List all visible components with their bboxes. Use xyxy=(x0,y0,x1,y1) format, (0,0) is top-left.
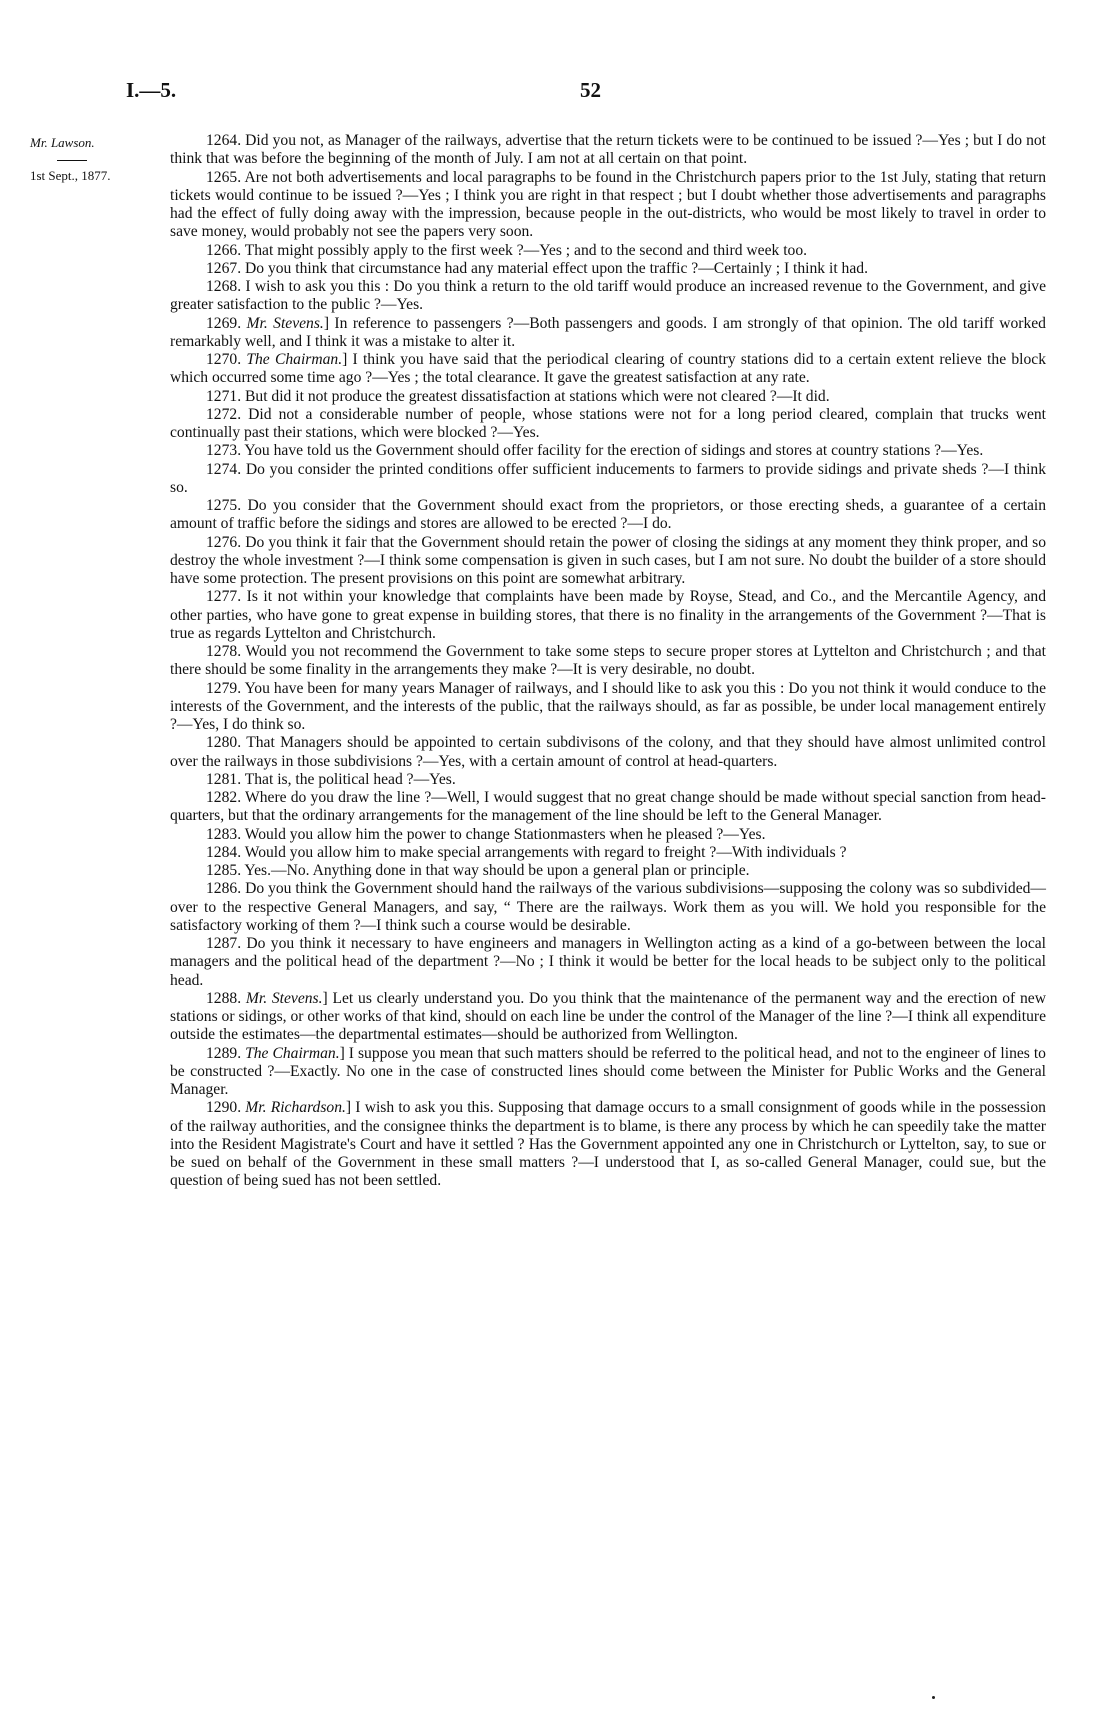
question-text: Would you allow him to make special arrangements with regard to freight ?—With individuals ? xyxy=(244,843,847,861)
speaker-name: The Chairman. xyxy=(245,1044,340,1062)
question-number: 1289. xyxy=(206,1044,242,1062)
speaker-bracket: ] xyxy=(339,1044,345,1062)
question-paragraph xyxy=(170,534,1046,589)
question-text: Did not a considerable number of people, whose stations were not for a long period cleared, complain that trucks went continually past their stations, which were blocked ?—Yes. xyxy=(170,405,1047,441)
question-text: Did you not, as Manager of the railways, advertise that the return tickets were to be continued to be issued ?—Yes ; but I do not think that was before the beginning of the month of July. I am not at all certain on that point. xyxy=(170,132,1046,168)
question-paragraph xyxy=(170,734,1046,771)
question-paragraph xyxy=(170,588,1046,643)
question-text: In reference to passengers ?—Both passengers and goods. I am strongly of that opinion. The old tariff worked remarkably well, and I think it was a mistake to alter it. xyxy=(170,314,1046,350)
question-paragraph xyxy=(170,1045,1046,1100)
speaker-name: The Chairman. xyxy=(246,351,343,368)
question-paragraph xyxy=(170,935,1046,990)
question-paragraph xyxy=(170,242,1046,260)
question-number: 1280. xyxy=(206,734,242,752)
question-paragraph xyxy=(170,442,1046,460)
question-paragraph xyxy=(170,315,1046,352)
speaker-bracket: ] xyxy=(342,351,348,368)
question-paragraph xyxy=(170,862,1046,880)
question-paragraph xyxy=(170,771,1046,789)
speaker-bracket: ] xyxy=(345,1099,352,1117)
question-number: 1267. xyxy=(206,259,242,277)
question-paragraph xyxy=(170,880,1046,935)
question-number: 1264. xyxy=(206,132,242,149)
question-text: I think you have said that the periodical clearing of country stations did to a certain extent relieve the block which occurred some time ago ?—Yes ; the total clearance. It gave the greatest satisfaction at any rate. xyxy=(170,351,1046,387)
witness-date: 1st Sept., 1877. xyxy=(30,168,111,183)
question-text: Yes.—No. Anything done in that way should be upon a general plan or principle. xyxy=(244,862,750,879)
margin-note xyxy=(30,134,160,185)
question-text: Where do you draw the line ?—Well, I would suggest that no great change should be made without special sanction from head-quarters, but that the ordinary arrangements for the management of the line should be left to the General Manager. xyxy=(170,789,1046,825)
question-text: You have been for many years Manager of railways, and I should like to ask you this : Do you not think it would conduce to the interests of the Government, and the interests of the public, that the railways should, as far as possible, be under local management entirely ?—Yes, I do think so. xyxy=(170,679,1046,733)
question-number: 1281. xyxy=(206,770,242,788)
margin-divider xyxy=(57,160,87,161)
question-text: Do you consider that the Government should exact from the proprietors, or those erecting sheds, a guarantee of a certain amount of traffic before the sidings and stores are allowed to be erected ?—I do. xyxy=(170,497,1046,533)
question-text: Do you think it fair that the Government should retain the power of closing the sidings at any moment they think proper, and so destroy the whole investment ?—I think some compensation is given in such cases, but I am not sure. No doubt the builder of a store should have some protection. The present provisions on this point are somewhat arbitrary. xyxy=(170,533,1046,587)
question-text: That might possibly apply to the first week ?—Yes ; and to the second and third week too. xyxy=(244,241,808,259)
question-text: Let us clearly understand you. Do you think that the maintenance of the permanent way and the erection of new stations or sidings, or other works of that kind, should on each line be under the control of the Manager of the line ?—I think all expenditure outside the estimates—the departmental estimates—should be authorized from Wellington. xyxy=(170,989,1046,1044)
question-paragraph xyxy=(170,169,1046,242)
question-text: Are not both advertisements and local paragraphs to be found in the Christchurch papers prior to the 1st July, stating that return tickets would continue to be issued ?—Yes ; I think you are right in that respect ; but I doubt whether those advertisements and paragraphs had the effect of fully doing away with the impression, because people in the out-districts, who would be most likely to travel in order to save money, would probably not see the papers very soon. xyxy=(170,168,1046,241)
question-paragraph xyxy=(170,643,1046,680)
question-paragraph xyxy=(170,1099,1046,1190)
question-number: 1288. xyxy=(206,989,242,1007)
question-number: 1279. xyxy=(206,679,242,697)
question-number: 1266. xyxy=(206,241,242,259)
question-text: Do you think that circumstance had any material effect upon the traffic ?—Certainly ; I think it had. xyxy=(245,259,868,277)
print-mark xyxy=(932,1696,935,1699)
question-number: 1275. xyxy=(206,497,242,514)
page-number: 52 xyxy=(580,78,601,102)
question-paragraph xyxy=(170,497,1046,534)
question-number: 1272. xyxy=(206,405,242,423)
question-number: 1286. xyxy=(206,880,242,898)
question-paragraph xyxy=(170,990,1046,1045)
question-number: 1269. xyxy=(206,314,242,332)
question-number: 1276. xyxy=(206,533,242,551)
page-header xyxy=(0,78,1114,108)
question-text: That Managers should be appointed to certain subdivisons of the colony, and that they should have almost unlimited control over the railways in those subdivisions ?—Yes, with a certain amount of control at head-quarters. xyxy=(170,734,1047,770)
question-text: I suppose you mean that such matters should be referred to the political head, and not to the engineer of lines to be constructed ?—Exactly. No one in the case of constructed lines should come between the Minister for Public Works and the General Manager. xyxy=(170,1044,1046,1098)
question-text: Do you think the Government should hand the railways of the various subdivisions—supposing the colony was so subdivided—over to the respective General Managers, and say, “ There are the railways. Work them as you will. We hold you responsible for the satisfactory working of them ?—I think such a course would be desirable. xyxy=(170,880,1047,934)
question-number: 1287. xyxy=(206,935,242,952)
question-text: You have told us the Government should offer facility for the erection of sidings and stores at country stations ?—Yes. xyxy=(244,442,984,460)
document-id: I.—5. xyxy=(126,78,177,102)
question-number: 1285. xyxy=(206,862,242,879)
speaker-name: Mr. Stevens. xyxy=(245,989,323,1007)
question-paragraph xyxy=(170,406,1046,443)
question-number: 1273. xyxy=(206,442,242,460)
speaker-name: Mr. Richardson. xyxy=(245,1099,346,1117)
question-text: Is it not within your knowledge that complaints have been made by Royse, Stead, and Co., and the Mercantile Agency, and other parties, who have gone to great expense in building stores, that there is no finality in the arrangements of the Government ?—That is true as regards Lyttelton and Christchurch. xyxy=(170,588,1046,642)
question-paragraph xyxy=(170,680,1046,735)
question-paragraph xyxy=(170,278,1046,315)
question-text: That is, the political head ?—Yes. xyxy=(244,770,456,788)
question-paragraph xyxy=(170,388,1046,406)
question-number: 1268. xyxy=(206,278,242,295)
question-number: 1265. xyxy=(206,168,242,186)
question-paragraph xyxy=(170,789,1046,826)
question-text: Do you think it necessary to have engineers and managers in Wellington acting as a kind of a go-between between the local managers and the political head of the department ?—No ; I think it would be better for the local heads to be subject only to the political head. xyxy=(170,935,1046,989)
question-number: 1283. xyxy=(206,825,242,843)
question-paragraph xyxy=(170,844,1046,862)
question-number: 1274. xyxy=(206,460,242,478)
question-number: 1282. xyxy=(206,789,242,806)
evidence-text xyxy=(170,132,1046,1191)
question-text: But did it not produce the greatest dissatisfaction at stations which were not cleared ?—It did. xyxy=(245,387,830,405)
speaker-name: Mr. Stevens. xyxy=(246,314,324,332)
question-paragraph xyxy=(170,351,1046,388)
question-number: 1290. xyxy=(206,1099,242,1117)
question-paragraph xyxy=(170,260,1046,278)
question-text: I wish to ask you this. Supposing that damage occurs to a small consignment of goods while in the possession of the railway authorities, and the consignee thinks the department is to blame, is there any process by which he can speedily take the matter into the Resident Magistrate's Court and have it settled ? Has the Government appointed any one in Christchurch or Lyttelton, say, to sue or be sued on behalf of the Government in these small matters ?—I understood that I, as so-called General Manager, could sue, but the question of being sued has not been settled. xyxy=(170,1099,1046,1190)
question-paragraph xyxy=(170,132,1046,169)
question-text: Do you consider the printed conditions offer sufficient inducements to farmers to provide sidings and private sheds ?—I think so. xyxy=(170,460,1046,496)
question-number: 1271. xyxy=(206,387,242,405)
question-text: I wish to ask you this : Do you think a return to the old tariff would produce an increased revenue to the Government, and give greater satisfaction to the public ?—Yes. xyxy=(170,278,1046,314)
question-number: 1284. xyxy=(206,843,242,861)
question-paragraph xyxy=(170,826,1046,844)
question-paragraph xyxy=(170,461,1046,498)
question-number: 1277. xyxy=(206,588,242,606)
speaker-bracket: ] xyxy=(322,989,328,1007)
question-number: 1278. xyxy=(206,643,242,660)
question-text: Would you allow him the power to change Stationmasters when he pleased ?—Yes. xyxy=(244,825,766,843)
speaker-bracket: ] xyxy=(323,314,330,332)
question-number: 1270. xyxy=(206,351,242,368)
witness-name: Mr. Lawson. xyxy=(30,135,95,150)
question-text: Would you not recommend the Government to take some steps to secure proper stores at Lyttelton and Christchurch ; and that there should be some finality in the arrangements they make ?—It is very desirable, no doubt. xyxy=(170,643,1046,679)
